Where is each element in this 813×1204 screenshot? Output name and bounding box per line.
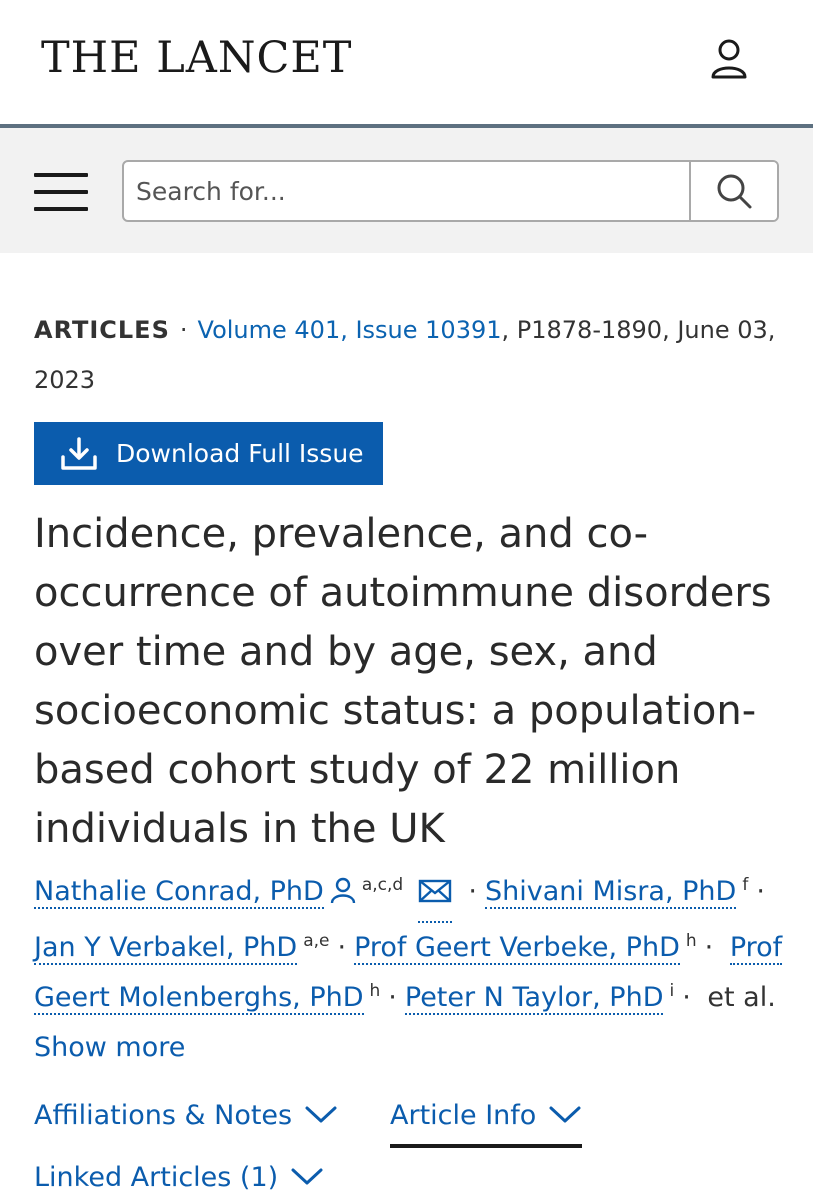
search-box: [122, 160, 779, 222]
user-icon: [709, 37, 749, 81]
person-icon[interactable]: [330, 871, 356, 921]
download-icon: [60, 437, 98, 471]
user-account-button[interactable]: [704, 34, 754, 84]
author-separator: ·: [756, 876, 765, 907]
tab-label: Linked Articles (1): [34, 1161, 279, 1193]
author-separator: ·: [682, 982, 691, 1013]
chevron-down-icon: [304, 1105, 338, 1125]
site-logo[interactable]: THE LANCET: [41, 33, 353, 83]
chevron-down-icon: [548, 1105, 582, 1125]
author-separator: ·: [468, 876, 477, 907]
tab-label: Article Info: [390, 1099, 537, 1131]
tab-label: Affiliations & Notes: [34, 1099, 293, 1131]
article-meta: [34, 305, 779, 405]
hamburger-menu-icon: [34, 207, 88, 211]
affiliation-marker: h: [369, 981, 381, 1001]
affiliation-marker: f: [742, 875, 749, 895]
author-separator: ·: [337, 932, 347, 963]
volume-link[interactable]: Volume 401, Issue 10391: [197, 316, 502, 344]
affiliation-marker: i: [669, 981, 675, 1001]
tab-article-info[interactable]: [390, 1088, 582, 1142]
author-separator: ·: [388, 982, 397, 1013]
meta-separator: ·: [179, 316, 188, 344]
site-header: [0, 0, 813, 125]
show-more-link[interactable]: Show more: [34, 1032, 186, 1063]
menu-button[interactable]: [34, 170, 88, 214]
search-icon: [714, 171, 754, 211]
affiliation-marker: a,c,d: [361, 875, 404, 895]
affiliation-marker: h: [685, 931, 697, 951]
article-type: ARTICLES: [34, 316, 170, 344]
author-link[interactable]: Nathalie Conrad, PhD: [34, 876, 324, 907]
hamburger-menu-icon: [34, 173, 88, 177]
author-link[interactable]: Shivani Misra, PhD: [484, 876, 737, 907]
search-button[interactable]: [689, 162, 777, 220]
article-title: Incidence, prevalence, and co-occurrence of autoimmune disorders over time and by age, sex, and socioeconomic status: a population-based cohort study of 22 million individuals in the UK: [34, 511, 772, 852]
chevron-down-icon: [290, 1167, 324, 1187]
download-label: Download Full Issue: [116, 439, 364, 468]
article-tabs: [34, 1088, 779, 1142]
tab-linked-articles[interactable]: [34, 1150, 324, 1204]
author-link[interactable]: Peter N Taylor, PhD: [404, 982, 664, 1013]
author-list: [34, 867, 794, 1073]
download-full-issue-button[interactable]: [34, 422, 383, 485]
author-link[interactable]: Prof Geert Molenberghs, PhD: [34, 932, 783, 1013]
pages-date: , P1878-1890, June 03, 2023: [34, 316, 776, 394]
et-al: et al.: [707, 982, 776, 1013]
affiliation-marker: a,e: [303, 931, 330, 951]
search-input[interactable]: [124, 162, 689, 220]
author-separator: ·: [704, 932, 714, 963]
hamburger-menu-icon: [34, 190, 88, 194]
tab-affiliations[interactable]: [34, 1088, 338, 1142]
author-link[interactable]: Jan Y Verbakel, PhD: [34, 932, 298, 963]
email-icon[interactable]: [418, 871, 452, 923]
author-link[interactable]: Prof Geert Verbeke, PhD: [354, 932, 680, 963]
